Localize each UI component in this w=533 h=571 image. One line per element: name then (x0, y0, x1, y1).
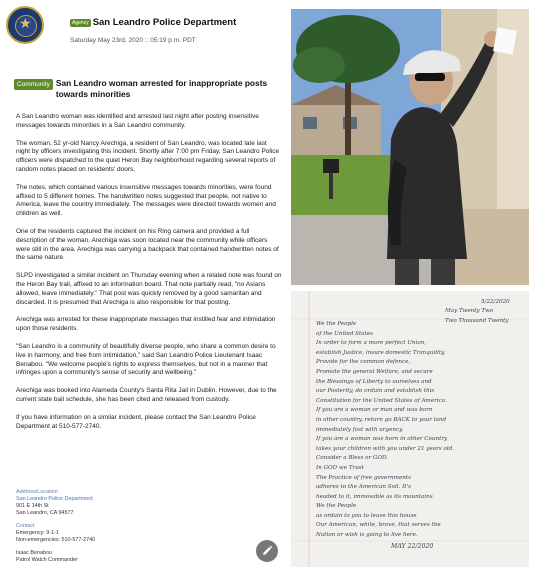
paragraph: SLPD investigated a similar incident on Thursday evening when a related note was found on the Heron Bay trail, affixed to an information board. That note partially read, "no Asians allowed, leave immediately." That post was quickly removed by a good samaritan and discarded. It is presumed that Arechiga is also responsible for that posting. (16, 272, 282, 306)
post-title: San Leandro woman arrested for inappropriate posts towards minorities (55, 78, 268, 99)
note-signature-date: MAY 22/2020 (391, 543, 434, 550)
contact-name: Isaac Benabou (16, 550, 52, 556)
post-header (6, 6, 278, 52)
note-line: establish Justice, insure domestic Tranquility, (316, 349, 446, 356)
note-date-words-1: May Twenty Two (445, 308, 494, 314)
address-org-link[interactable]: San Leandro Police Department (16, 496, 93, 502)
note-date-words-2: Two Thousand Twenty (445, 317, 509, 324)
address-label: Address/Location (16, 489, 58, 495)
note-line: Consider a Bless or GOD. (316, 455, 389, 462)
note-line: The Practice of free governments (316, 474, 411, 481)
note-line: In GOD we Trust (316, 464, 364, 471)
pencil-icon (261, 545, 273, 557)
note-line: in other country, return go BACK to your land (316, 416, 447, 423)
agency-name[interactable]: San Leandro Police Department (92, 17, 237, 28)
note-line: Nation or wish is going to live here. (316, 532, 418, 539)
address-city: San Leandro, CA 94577 (16, 510, 74, 516)
edit-button[interactable] (256, 540, 278, 562)
note-line: We the People (316, 503, 357, 510)
paragraph: One of the residents captured the incident on his Ring camera and provided a full description of the woman. Arechiga was soon located near the community while officers were still in the area. Arechiga was carrying a backpack that contained handwritten notes of the same nature. (16, 227, 279, 262)
agency-info (70, 6, 276, 52)
note-line: In order to form a more perfect Union, (316, 340, 427, 347)
note-line: takes your children with you under 21 years old. (316, 445, 454, 452)
paragraph: Arechiga was booked into Alameda County's Santa Rita Jail in Dublin. However, due to the current state bail schedule, she has been cited and released from custody. (16, 387, 277, 403)
note-line: Promote the general Welfare, and secure (316, 368, 433, 375)
paragraph: A San Leandro woman was identified and arrested last night after posting insensitive messages towards minorities in a San Leandro community. (16, 113, 259, 129)
paragraph: "San Leandro is a community of beautifully diverse people, who share a common desire to live in harmony, and free from intimidation," said San Leandro Police Lieutenant Isaac Benabou. "We welcome people's rights to express themselves, but not in a manner that infringes upon a community's sense of security and wellbeing." (16, 342, 276, 377)
paragraph: If you have information on a similar incident, please contact the San Leandro Police Department at 510-577-2740. (16, 413, 256, 430)
note-line: If you are a woman or man and was born (316, 407, 433, 414)
note-line: Our American, white, brave, that serves the (316, 522, 441, 529)
post-footer (16, 489, 216, 564)
paragraph: Arechiga was arrested for these inappropriate messages that instilled fear and intimidation upon those residents. (16, 316, 276, 333)
note-line: Provide for the common defence, (316, 359, 411, 366)
paragraph: The notes, which contained various insensitive messages towards minorities, were found affixed to 5 different homes. The handwritten notes suggested that people, not native to America, leave the country immediately. The messages were directed towards women and children as well. (16, 183, 276, 218)
contact-label: Contact (16, 523, 35, 529)
contact-title: Patrol Watch Commander (16, 557, 78, 563)
post-body (16, 113, 282, 440)
note-line: the Blessings of Liberty to ourselves and (316, 378, 432, 385)
note-line: If you are a woman was born in other Country (316, 436, 448, 443)
note-line: We the People (316, 321, 357, 327)
note-line: as ordain to you to leave this house (316, 512, 417, 519)
handwritten-note-photo (291, 291, 529, 567)
address-street: 901 E 14th St (16, 503, 49, 509)
doorbell-camera-photo (291, 9, 529, 285)
note-line: headed to it, immovable as its mountains. (316, 493, 435, 500)
note-date-words (445, 307, 509, 326)
note-line: immediately fast with urgency. (316, 426, 404, 433)
note-line: adheres to the American Soil. It's (316, 484, 411, 491)
emergency-number: Emergency: 9-1-1 (16, 530, 59, 536)
note-line: our Posterity, do ordain and establish this (316, 388, 435, 395)
category-badge[interactable]: Community (14, 79, 53, 90)
photo-illustration (291, 9, 529, 285)
post-date: Saturday May 23rd, 2020 :: 05:19 p.m. PDT (70, 37, 196, 44)
post-title-row (14, 78, 280, 100)
note-body (316, 320, 454, 541)
non-emergency-number: Non-emergencies: 510-577-2740 (16, 537, 96, 543)
note-line: Constitution for the United States of America. (316, 397, 447, 404)
paragraph: The woman, 52 yr-old Nancy Arechiga, a resident of San Leandro, was located late last night by officers investigating this incident. Shortly after 7:00 pm Friday, San Leandro Police officers were dispatched to the quiet Heron Bay neighborhood regarding several reports of random notes placed on residents' doors. (16, 139, 280, 173)
note-line: of the United States (316, 330, 374, 337)
agency-tag: Agency (72, 19, 89, 26)
police-badge-icon (6, 6, 44, 44)
note-date: 5/22/2020 (481, 299, 510, 305)
agency-line (70, 17, 276, 28)
